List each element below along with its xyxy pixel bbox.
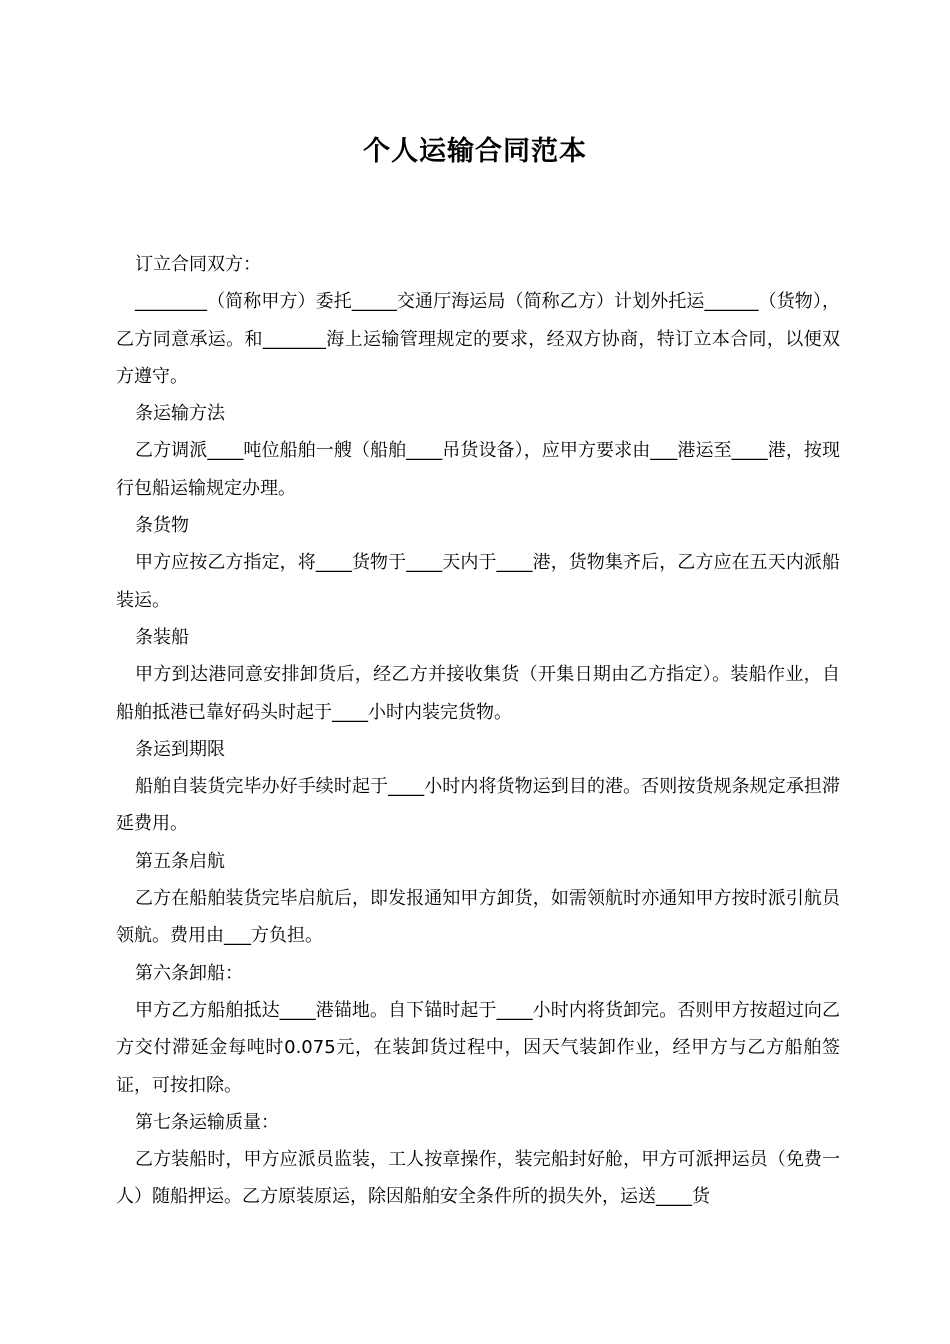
paragraph-unloading: 甲方乙方船舶抵达____港锚地。自下锚时起于____小时内将货卸完。否则甲方按超过向乙方交付滞延金每吨时0.075元，在装卸货过程中，因天气装卸作业，经甲方与乙方船舶签证，可按扣除。 [116, 999, 840, 1096]
paragraph-transport-quality: 乙方装船时，甲方应派员监装，工人按章操作，装完船封好舱，甲方可派押运员（免费一人）随船押运。乙方原装原运，除因船舶安全条件所的损失外，运送____货 [116, 1149, 840, 1208]
document-title: 个人运输合同范本 [363, 136, 587, 167]
heading-loading: 条装船 [135, 626, 189, 648]
heading-goods: 条货物 [135, 515, 189, 537]
heading-transport-quality: 第七条运输质量： [135, 1111, 279, 1133]
paragraph-transport-method: 乙方调派____吨位船舶一艘（船舶____吊货设备），应甲方要求由___港运至____港，按现行包船运输规定办理。 [116, 440, 840, 499]
paragraph-intro: ________（简称甲方）委托_____交通厅海运局（简称乙方）计划外托运______（货物），乙方同意承运。和_______海上运输管理规定的要求，经双方协商，特订立本合同，以便双方遵守。 [116, 291, 840, 387]
heading-unloading: 第六条卸船： [135, 962, 243, 984]
heading-departure: 第五条启航 [135, 850, 225, 872]
heading-delivery-period: 条运到期限 [135, 738, 225, 760]
paragraph-departure: 乙方在船舶装货完毕启航后，即发报通知甲方卸货，如需领航时亦通知甲方按时派引航员领航。费用由___方负担。 [116, 888, 840, 947]
document-body [116, 246, 840, 1216]
paragraph-delivery-period: 船舶自装货完毕办好手续时起于____小时内将货物运到目的港。否则按货规条规定承担滞延费用。 [116, 776, 840, 835]
heading-transport-method: 条运输方法 [135, 403, 225, 425]
paragraph-goods: 甲方应按乙方指定，将____货物于____天内于____港，货物集齐后，乙方应在五天内派船装运。 [116, 552, 840, 611]
paragraph-loading: 甲方到达港同意安排卸货后，经乙方并接收集货（开集日期由乙方指定）。装船作业，自船舶抵港已靠好码头时起于____小时内装完货物。 [116, 664, 840, 723]
paragraph-parties: 订立合同双方： [135, 254, 261, 275]
